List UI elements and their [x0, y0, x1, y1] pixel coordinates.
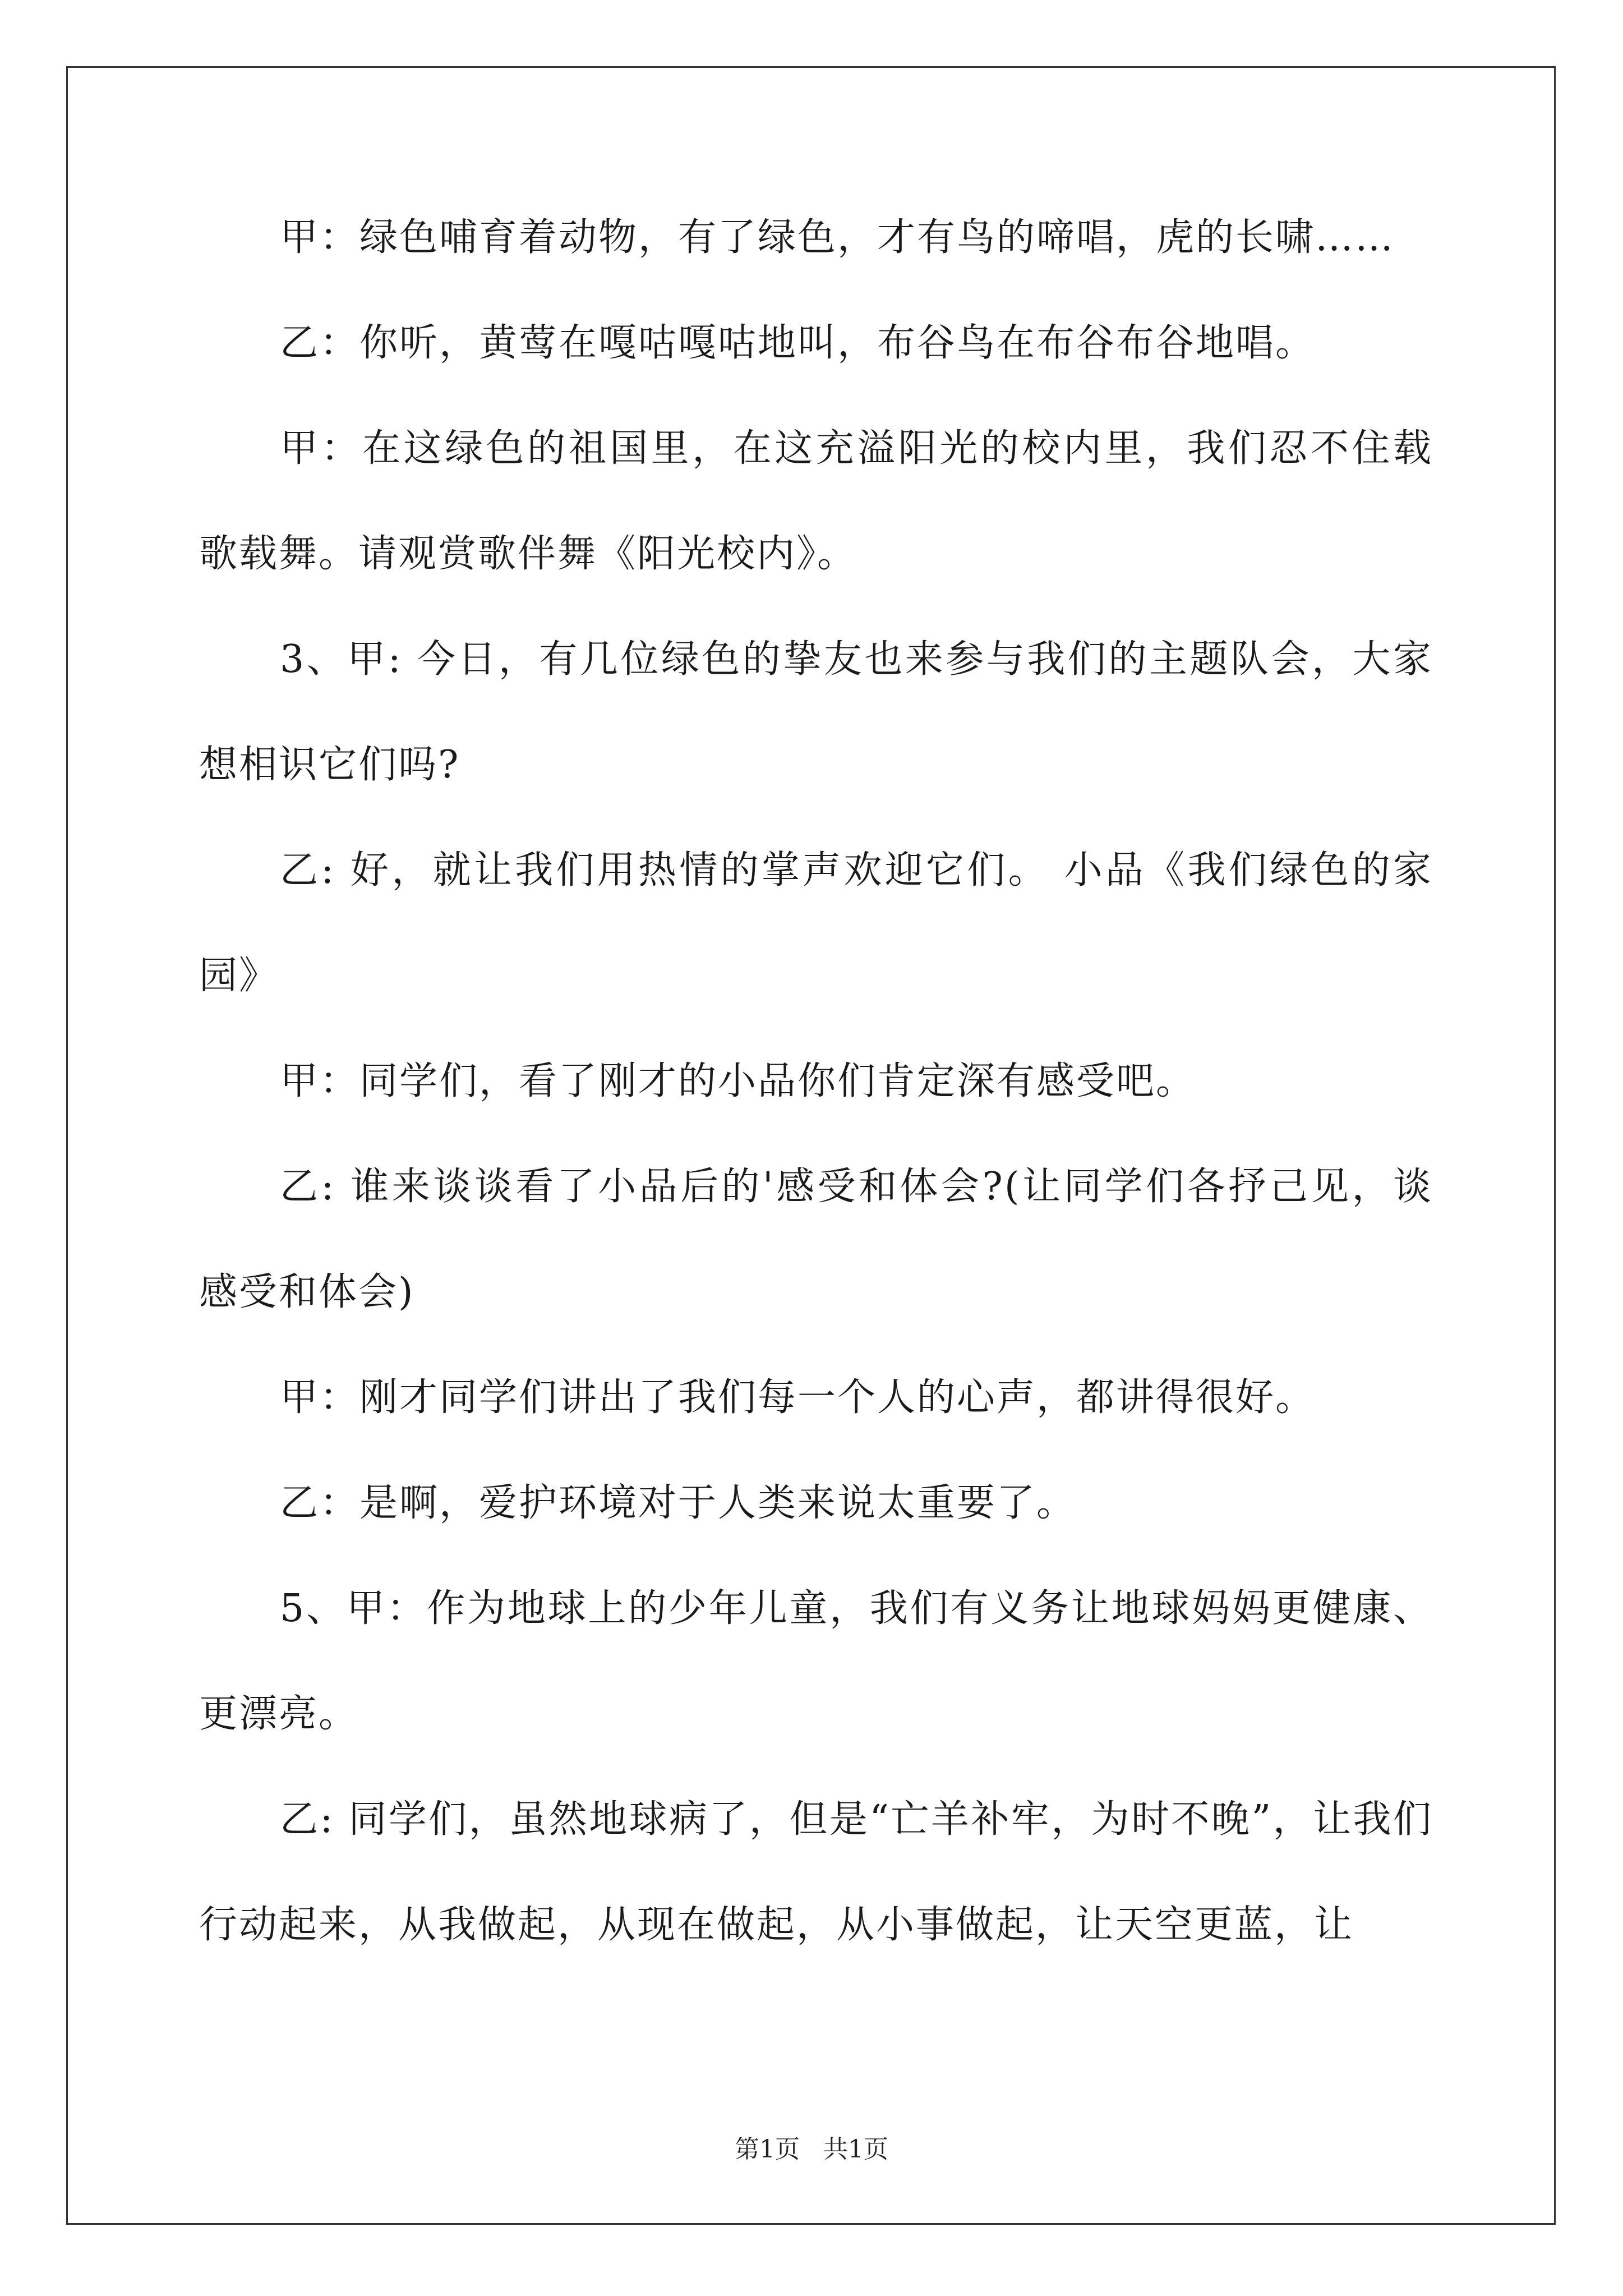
page-footer: 第1页 共1页	[735, 2135, 888, 2164]
paragraph: 乙: 谁来谈谈看了小品后的'感受和体会?(让同学们各抒己见，谈感受和体会)	[199, 1165, 1433, 1314]
paragraph: 乙: 同学们，虽然地球病了，但是“亡羊补牢，为时不晚”，让我们行动起来，从我做起，从现在做起，从小事做起，让天空更蓝，让	[199, 1797, 1433, 1947]
paragraph: 乙：你听，黄莺在嘎咕嘎咕地叫，布谷鸟在布谷布谷地唱。	[280, 321, 1316, 365]
document-body	[199, 185, 1433, 1978]
paragraph: 甲：在这绿色的祖国里，在这充溢阳光的校内里，我们忍不住载歌载舞。请观赏歌伴舞《阳光校内》。	[199, 426, 1433, 576]
paragraph: 甲：同学们，看了刚才的小品你们肯定深有感受吧。	[280, 1059, 1196, 1103]
paragraph: 3、甲: 今日，有几位绿色的挚友也来参与我们的主题队会，大家想相识它们吗?	[199, 637, 1433, 787]
paragraph: 甲：绿色哺育着动物，有了绿色，才有鸟的啼唱，虎的长啸……	[280, 215, 1395, 260]
paragraph: 乙：是啊，爱护环境对于人类来说太重要了。	[280, 1481, 1077, 1525]
paragraph: 5、甲：作为地球上的少年儿童，我们有义务让地球妈妈更健康、更漂亮。	[199, 1586, 1433, 1736]
paragraph: 甲：刚才同学们讲出了我们每一个人的心声，都讲得很好。	[280, 1375, 1316, 1420]
paragraph: 乙: 好，就让我们用热情的掌声欢迎它们。 小品《我们绿色的家园》	[199, 848, 1433, 998]
